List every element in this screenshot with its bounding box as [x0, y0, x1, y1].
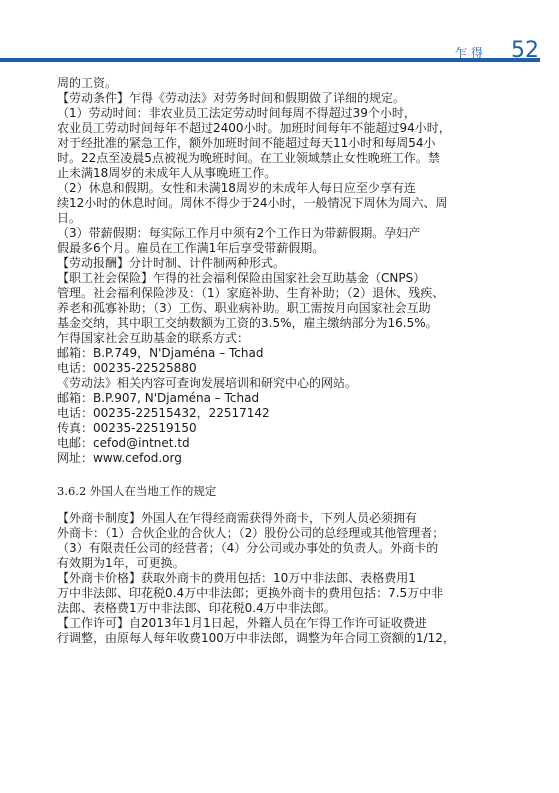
text-line: 【外商卡价格】获取外商卡的费用包括：10万中非法郎、表格费用1: [57, 571, 416, 585]
text-line: 邮箱：B.P.907, N'Djaména – Tchad: [57, 391, 260, 405]
text-line: （2）休息和假期。女性和未满18周岁的未成年人每日应至少享有连: [57, 181, 416, 195]
text-line: 止未满18周岁的未成年人从事晚班工作。: [57, 166, 277, 180]
text-line: （3）有限责任公司的经营者；（4）分公司或办事处的负责人。外商卡的: [57, 541, 439, 555]
text-line: （1）劳动时间：非农业员工法定劳动时间每周不得超过39个小时，: [57, 106, 416, 120]
text-line: 乍得国家社会互助基金的联系方式：: [57, 331, 250, 345]
text-line: 农业员工劳动时间每年不超过2400小时。加班时间每年不能超过94小时，: [57, 121, 451, 135]
text-line: 外商卡：（1）合伙企业的合伙人；（2）股份公司的总经理或其他管理者；: [57, 526, 445, 540]
text-line: 日。: [57, 211, 82, 225]
text-line: 【外商卡制度】外国人在乍得经商需获得外商卡，下列人员必须拥有: [57, 511, 418, 525]
text-line: 周的工资。: [57, 76, 118, 90]
text-line: 万中非法郎、印花税0.4万中非法郎；更换外商卡的费用包括：7.5万中非: [57, 586, 444, 600]
text-line: 有效期为1年，可更换。: [57, 556, 185, 570]
text-line: 邮箱：B.P.749，N'Djaména – Tchad: [57, 346, 264, 360]
text-line: 法郎、表格费1万中非法郎、印花税0.4万中非法郎。: [57, 601, 336, 615]
text-line: 行调整，由原每人每年收费100万中非法郎，调整为年合同工资额的1/12，: [57, 631, 455, 645]
text-line: 电话：00235-22525880: [57, 361, 197, 375]
text-line: 续12小时的休息时间。周休不得少于24小时，一般情况下周休为周六、周: [57, 196, 448, 210]
text-line: 【劳动条件】乍得《劳动法》对劳务时间和假期做了详细的规定。: [57, 91, 406, 105]
page-number: 52: [511, 38, 539, 63]
text-line: 电话：00235-22515432，22517142: [57, 406, 270, 420]
text-line: 【劳动报酬】分计时制、计件制两种形式。: [57, 256, 286, 270]
text-line: 【职工社会保险】乍得的社会福利保险由国家社会互助基金（CNPS）: [57, 271, 426, 285]
text-line: 网址：www.cefod.org: [57, 451, 182, 465]
text-line: 养老和孤寡补助；（3）工伤、职业病补助。职工需按月向国家社会互助: [57, 301, 431, 315]
text-line: 基金交纳，其中职工交纳数额为工资的3.5%，雇主缴纳部分为16.5%。: [57, 316, 438, 330]
text-line: （3）带薪假期：每实际工作月中须有2个工作日为带薪假期。孕妇产: [57, 226, 421, 240]
text-line: 电邮：cefod@intnet.td: [57, 436, 190, 450]
section-subheading: 3.6.2 外国人在当地工作的规定: [57, 484, 217, 498]
text-line: 对于经批准的紧急工作，额外加班时间不能超过每天11小时和每周54小: [57, 136, 436, 150]
text-line: 【工作许可】自2013年1月1日起，外籍人员在乍得工作许可证收费进: [57, 616, 427, 630]
text-line: 时。22点至凌晨5点被视为晚班时间。在工业领域禁止女性晚班工作。禁: [57, 151, 440, 165]
text-line: 传真：00235-22519150: [57, 421, 197, 435]
text-line: 假最多6个月。雇员在工作满1年后享受带薪假期。: [57, 241, 325, 255]
running-header-title: 乍得: [455, 46, 488, 60]
text-line: 管理。社会福利保险涉及：（1）家庭补助、生育补助；（2）退休、残疾、: [57, 286, 445, 300]
text-line: 《劳动法》相关内容可查询发展培训和研究中心的网站。: [57, 376, 358, 390]
